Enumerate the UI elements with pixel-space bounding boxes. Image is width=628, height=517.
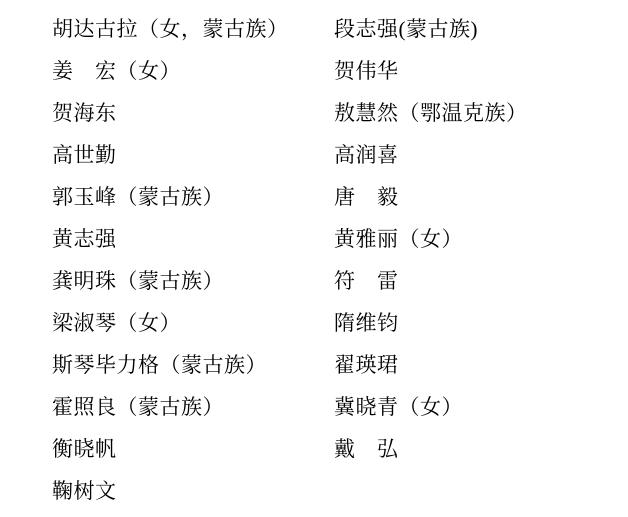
table-row [0, 8, 628, 50]
name-entry-right: 黄雅丽（女） [334, 227, 463, 251]
table-row [0, 386, 628, 428]
table-row [0, 428, 628, 470]
table-row [0, 302, 628, 344]
name-entry-right: 戴 弘 [334, 437, 399, 461]
name-entry-left: 梁淑琴（女） [52, 311, 181, 335]
name-entry-right: 隋维钧 [334, 311, 399, 335]
name-entry-left: 黄志强 [52, 227, 117, 251]
name-entry-left: 龚明珠（蒙古族） [52, 269, 224, 293]
name-entry-right: 唐 毅 [334, 185, 399, 209]
name-entry-left: 姜 宏（女） [52, 59, 181, 83]
name-entry-right: 段志强(蒙古族) [334, 17, 478, 41]
table-row [0, 134, 628, 176]
table-row [0, 218, 628, 260]
table-row [0, 344, 628, 386]
table-row [0, 92, 628, 134]
table-row [0, 260, 628, 302]
table-row [0, 176, 628, 218]
name-entry-right: 冀晓青（女） [334, 395, 463, 419]
name-entry-right: 敖慧然（鄂温克族） [334, 101, 528, 125]
name-entry-left: 霍照良（蒙古族） [52, 395, 224, 419]
table-row [0, 50, 628, 92]
name-entry-left: 贺海东 [52, 101, 117, 125]
name-entry-left: 斯琴毕力格（蒙古族） [52, 353, 267, 377]
name-entry-left: 高世勤 [52, 143, 117, 167]
name-entry-left: 衡晓帆 [52, 437, 117, 461]
name-entry-right: 高润喜 [334, 143, 399, 167]
name-entry-right: 翟瑛珺 [334, 353, 399, 377]
name-entry-left: 胡达古拉（女，蒙古族） [52, 17, 289, 41]
table-row [0, 470, 628, 512]
name-entry-right: 符 雷 [334, 269, 399, 293]
name-entry-left: 鞠树文 [52, 479, 117, 503]
name-entry-right: 贺伟华 [334, 59, 399, 83]
name-entry-left: 郭玉峰（蒙古族） [52, 185, 224, 209]
